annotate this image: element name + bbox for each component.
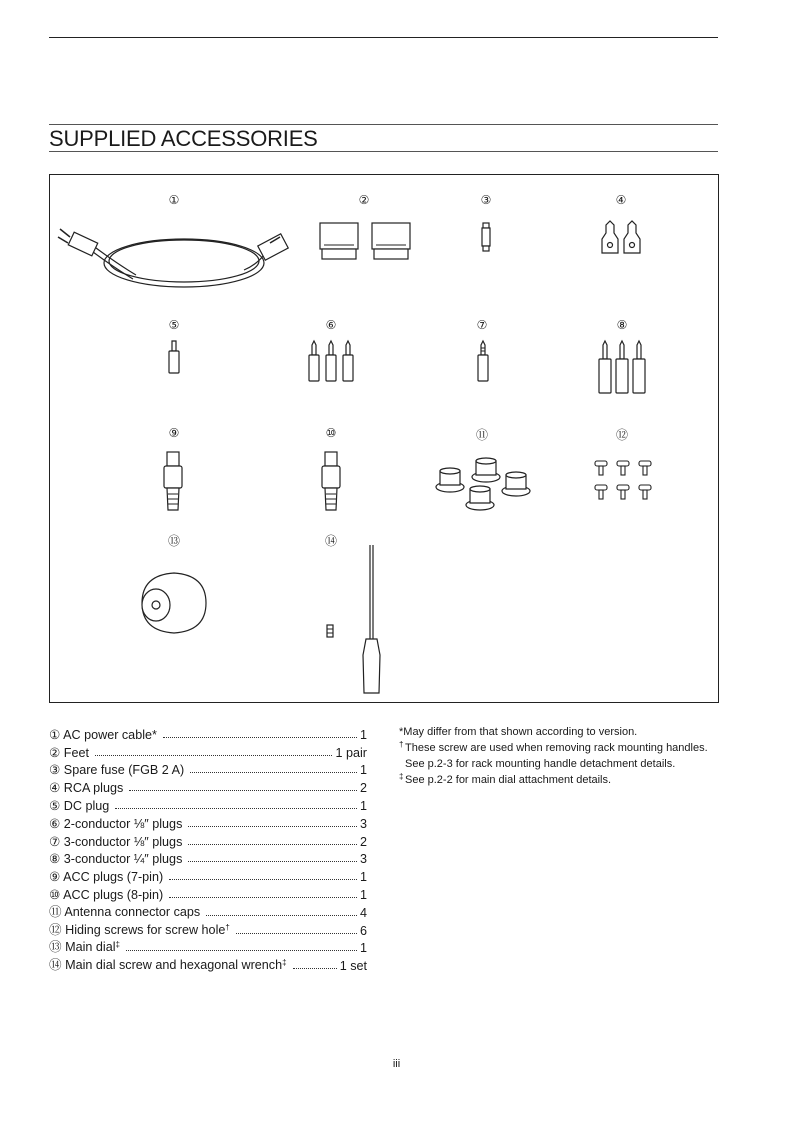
accessories-list [49, 724, 367, 973]
ac-power-cable-illustration [56, 215, 296, 295]
figure-label-9: ⑨ [168, 426, 180, 440]
footnote: † These screw are used when removing rack mounting handles. See p.2-3 for rack mounting handle detachment details. [399, 740, 708, 770]
list-item: ⑩ ACC plugs (8-pin) 1 [49, 887, 367, 902]
title-rule-bottom [49, 151, 718, 152]
list-item: ④ RCA plugs 2 [49, 781, 367, 796]
antenna-connector-caps-illustration [428, 457, 538, 519]
list-item: ⑫ Hiding screws for screw hole† 6 [49, 922, 367, 938]
dial-screw-and-wrench-illustration [322, 543, 392, 699]
figure-label-4: ④ [615, 193, 627, 207]
list-item: ⑬ Main dial‡ 1 [49, 940, 367, 956]
figure-label-13: ⑬ [167, 534, 180, 548]
figure-label-6: ⑥ [325, 318, 337, 332]
section-title: SUPPLIED ACCESSORIES [49, 126, 318, 151]
dc-plug-illustration [166, 339, 182, 375]
figure-label-2: ② [358, 193, 370, 207]
list-item: ⑧ 3-conductor ¼″ plugs 3 [49, 852, 367, 867]
figure-label-5: ⑤ [168, 318, 180, 332]
figure-label-8: ⑧ [616, 318, 628, 332]
figure-label-7: ⑦ [476, 318, 488, 332]
figure-label-14: ⑭ [324, 534, 337, 548]
figure-label-11: ⑪ [475, 428, 488, 442]
list-item: ⑥ 2-conductor ⅛″ plugs 3 [49, 816, 367, 831]
list-item: ⑤ DC plug 1 [49, 798, 367, 813]
top-rule [49, 37, 718, 38]
list-item: ⑨ ACC plugs (7-pin) 1 [49, 870, 367, 885]
accessories-figure [49, 174, 719, 703]
acc-plug-8pin-illustration [320, 450, 342, 512]
footnote: ‡ See p.2-2 for main dial attachment details. [399, 772, 612, 786]
list-item: ⑦ 3-conductor ⅛″ plugs 2 [49, 834, 367, 849]
figure-label-10: ⑩ [325, 426, 337, 440]
page-number: iii [392, 1058, 401, 1070]
list-item: ⑪ Antenna connector caps 4 [49, 904, 367, 920]
footnote: *May differ from that shown according to version. [399, 726, 638, 738]
footnotes [399, 724, 719, 788]
list-item: ② Feet 1 pair [49, 745, 367, 760]
spare-fuse-illustration [480, 221, 492, 253]
figure-label-12: ⑫ [615, 428, 628, 442]
three-conductor-eighth-plugs-illustration [475, 339, 491, 383]
list-item: ③ Spare fuse (FGB 2 A) 1 [49, 763, 367, 778]
list-item: ⑭ Main dial screw and hexagonal wrench‡ 1 set [49, 958, 367, 974]
hiding-screws-illustration [593, 459, 657, 505]
three-conductor-quarter-plugs-illustration [596, 339, 648, 395]
title-rule-top [49, 124, 718, 125]
list-item: ① AC power cable* 1 [49, 727, 367, 742]
figure-label-1: ① [168, 193, 180, 207]
rca-plugs-illustration [598, 219, 646, 259]
two-conductor-plugs-illustration [306, 339, 356, 383]
acc-plug-7pin-illustration [162, 450, 184, 512]
feet-illustration [316, 219, 416, 265]
main-dial-illustration [134, 567, 214, 639]
figure-label-3: ③ [480, 193, 492, 207]
